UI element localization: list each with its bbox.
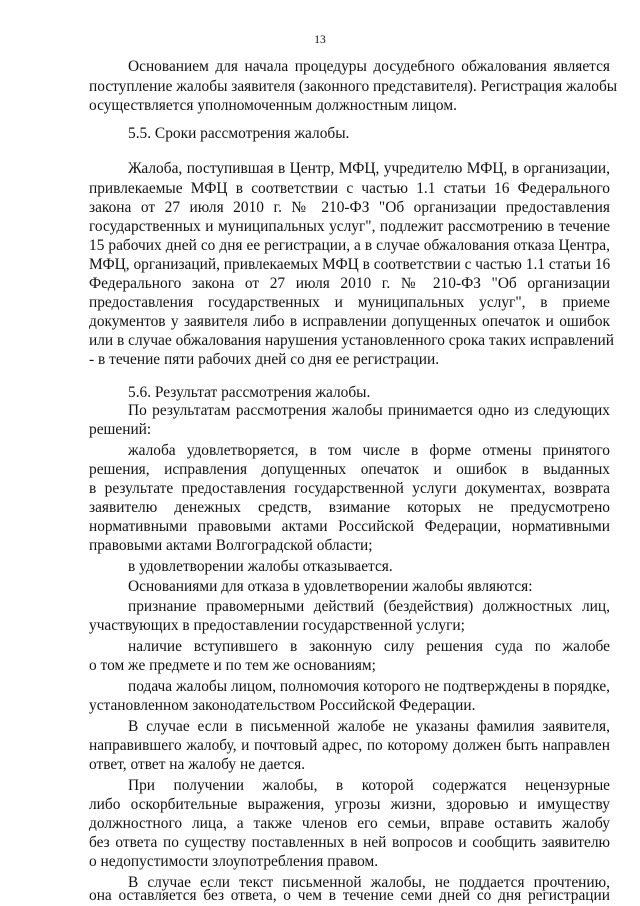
paragraph-line: Жалоба, поступившая в Центр, МФЦ, учредителю МФЦ, в организации, <box>128 160 610 177</box>
paragraph-line: предоставления государственных и муниципальных услуг", в приеме <box>89 294 610 311</box>
paragraph-line: ответ, ответ на жалобу не дается. <box>89 756 306 773</box>
paragraph-line: подача жалобы лицом, полномочия которого не подтверждены в порядке, <box>128 678 610 695</box>
paragraph-line: По результатам рассмотрения жалобы принимается одно из следующих <box>128 402 610 419</box>
page-number: 13 <box>314 34 326 46</box>
paragraph-line: При получении жалобы, в которой содержатся нецензурные <box>128 777 610 794</box>
paragraph-line: 15 рабочих дней со дня ее регистрации, а в случае обжалования отказа Центра, <box>89 237 610 254</box>
paragraph-line: нормативными правовыми актами Российской Федерации, нормативными <box>89 518 610 535</box>
paragraph-line: осуществляется уполномоченным должностным лицом. <box>89 97 457 114</box>
paragraph-line: направившего жалобу, и почтовый адрес, по которому должен быть направлен <box>89 737 610 754</box>
paragraph-line: в результате предоставления государственной услуги документах, возврата <box>89 480 610 497</box>
paragraph-line: привлекаемые МФЦ в соответствии с частью 1.1 статьи 16 Федерального <box>89 180 610 197</box>
paragraph-line: документов у заявителя либо в исправлении допущенных опечаток и ошибок <box>89 313 610 330</box>
paragraph-line: без ответа по существу поставленных в ней вопросов и сообщить заявителю <box>89 834 610 851</box>
paragraph-line: Федерального закона от 27 июля 2010 г. № 210-ФЗ "Об организации <box>89 275 610 292</box>
paragraph-line: или в случае обжалования нарушения установленного срока таких исправлений <box>89 332 615 349</box>
paragraph-line: решения, исправления допущенных опечаток и ошибок в выданных <box>89 461 610 478</box>
paragraph-line: наличие вступившего в законную силу решения суда по жалобе <box>128 638 610 655</box>
paragraph-line: В случае если в письменной жалобе не указаны фамилия заявителя, <box>128 718 610 735</box>
paragraph-line: жалоба удовлетворяется, в том числе в форме отмены принятого <box>128 442 610 459</box>
paragraph-line: Основанием для начала процедуры досудебного обжалования является <box>128 58 610 75</box>
section-heading-5-6: 5.6. Результат рассмотрения жалобы. <box>128 384 371 401</box>
paragraph-line: решений: <box>89 421 152 438</box>
paragraph-line: установленном законодательством Российской Федерации. <box>89 697 476 714</box>
paragraph-line: признание правомерными действий (бездействия) должностных лиц, <box>128 598 610 615</box>
paragraph-line: государственных и муниципальных услуг", подлежит рассмотрению в течение <box>89 218 610 235</box>
paragraph-line: она оставляется без ответа, о чем в течение семи дней со дня регистрации <box>89 887 610 904</box>
paragraph-line: либо оскорбительные выражения, угрозы жизни, здоровью и имуществу <box>89 796 610 813</box>
paragraph-line: Основаниями для отказа в удовлетворении жалобы являются: <box>128 578 533 595</box>
paragraph-line: поступление жалобы заявителя (законного представителя). Регистрация жалобы <box>89 78 618 95</box>
paragraph-line: о том же предмете и по тем же основаниям; <box>89 657 376 674</box>
paragraph-line: правовыми актами Волгоградской области; <box>89 537 373 554</box>
paragraph-line: закона от 27 июля 2010 г. № 210-ФЗ "Об организации предоставления <box>89 199 610 216</box>
paragraph-line: заявителю денежных средств, взимание которых не предусмотрено <box>89 499 610 516</box>
paragraph-line: в удовлетворении жалобы отказывается. <box>128 558 393 575</box>
paragraph-line: МФЦ, организаций, привлекаемых МФЦ в соответствии с частью 1.1 статьи 16 <box>89 256 611 273</box>
paragraph-line: о недопустимости злоупотребления правом. <box>89 853 379 870</box>
paragraph-line: должностного лица, а также членов его семьи, вправе оставить жалобу <box>89 815 610 832</box>
section-heading-5-5: 5.5. Сроки рассмотрения жалобы. <box>128 125 350 142</box>
paragraph-line: В случае если текст письменной жалобы, не поддается прочтению, <box>128 874 610 891</box>
paragraph-line: участвующих в предоставлении государственной услуги; <box>89 617 465 634</box>
paragraph-line: - в течение пяти рабочих дней со дня ее регистрации. <box>89 351 440 368</box>
